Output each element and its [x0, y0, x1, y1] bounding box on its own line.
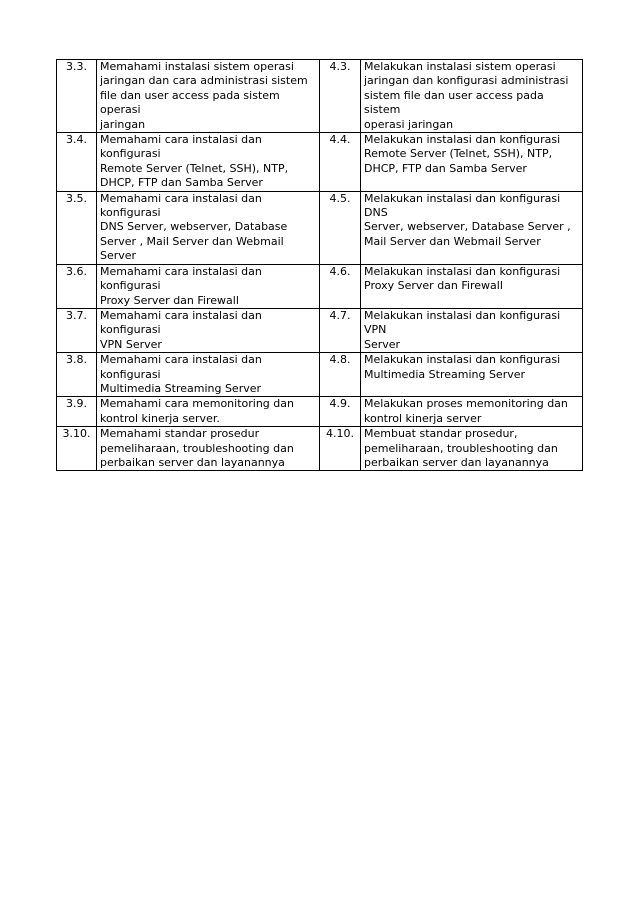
kd3-text-line: jaringan dan cara administrasi sistem — [100, 74, 308, 88]
kd3-text — [97, 353, 320, 397]
kd4-text-line: DHCP, FTP dan Samba Server — [364, 161, 527, 175]
kd3-text-line: VPN Server — [100, 337, 162, 351]
kd3-text-line: Memahami instalasi sistem operasi — [100, 60, 294, 73]
kd4-text-line: perbaikan server dan layanannya — [364, 455, 549, 469]
kd3-text-line: pemeliharaan, troubleshooting dan — [100, 441, 294, 455]
kd3-number: 3.5. — [57, 191, 97, 264]
kd4-text-line: Melakukan instalasi dan konfigurasi VPN — [364, 308, 561, 337]
kd4-number: 4.8. — [320, 353, 361, 397]
kd3-text — [97, 191, 320, 264]
kd3-text-line: Proxy Server dan Firewall — [100, 293, 239, 307]
kd3-text-line: Multimedia Streaming Server — [100, 381, 262, 395]
kd3-text-line: Memahami cara instalasi dan konfigurasi — [100, 353, 262, 381]
kd4-text — [361, 353, 583, 397]
kd3-text-line: Server , Mail Server dan Webmail Server — [100, 234, 284, 263]
kd4-text-line: Melakukan instalasi dan konfigurasi — [364, 133, 561, 147]
kd3-text-line: DNS Server, webserver, Database — [100, 220, 288, 234]
table-row — [57, 353, 583, 397]
kd4-number: 4.5. — [320, 191, 361, 264]
kd3-number: 3.8. — [57, 353, 97, 397]
kd4-text-line: Melakukan instalasi sistem operasi — [364, 60, 556, 73]
kd4-text-line: Multimedia Streaming Server — [364, 367, 526, 381]
table-row — [57, 264, 583, 308]
kd3-text-line: perbaikan server dan layanannya — [100, 455, 285, 469]
competency-table — [56, 59, 583, 471]
table-row — [57, 397, 583, 427]
kd4-text-line: Mail Server dan Webmail Server — [364, 234, 541, 248]
kd3-number: 3.3. — [57, 60, 97, 133]
kd3-text-line: Memahami standar prosedur — [100, 427, 260, 441]
kd4-text — [361, 308, 583, 352]
kd4-text-line: pemeliharaan, troubleshooting dan — [364, 441, 558, 455]
kd4-text-line: jaringan dan konfigurasi administrasi — [364, 74, 569, 88]
kd3-text-line: Memahami cara instalasi dan konfigurasi — [100, 264, 262, 293]
kd3-text — [97, 427, 320, 471]
kd4-text-line: sistem file dan user access pada sistem — [364, 88, 544, 117]
table-row — [57, 191, 583, 264]
kd4-text — [361, 264, 583, 308]
kd3-text-line: jaringan — [100, 117, 146, 131]
kd3-text — [97, 308, 320, 352]
kd4-text-line: Server, webserver, Database Server , — [364, 220, 571, 234]
kd3-text-line: file dan user access pada sistem operasi — [100, 88, 280, 117]
table-row — [57, 133, 583, 192]
kd4-text-line: Server — [364, 337, 401, 351]
kd4-text-line: operasi jaringan — [364, 117, 454, 131]
kd3-text-line: Memahami cara instalasi dan konfigurasi — [100, 191, 262, 220]
kd4-number: 4.3. — [320, 60, 361, 133]
kd4-number: 4.6. — [320, 264, 361, 308]
kd4-text — [361, 133, 583, 192]
kd3-text-line: Remote Server (Telnet, SSH), NTP, — [100, 161, 289, 175]
kd4-text-line: Melakukan instalasi dan konfigurasi DNS — [364, 191, 561, 220]
kd3-text-line: DHCP, FTP dan Samba Server — [100, 176, 263, 190]
kd4-number: 4.4. — [320, 133, 361, 192]
kd4-text-line: Melakukan instalasi dan konfigurasi — [364, 264, 561, 278]
kd3-number: 3.7. — [57, 308, 97, 352]
kd4-text — [361, 191, 583, 264]
kd3-text — [97, 397, 320, 427]
kd4-text — [361, 60, 583, 133]
kd4-text — [361, 427, 583, 471]
kd4-number: 4.10. — [320, 427, 361, 471]
kd4-number: 4.9. — [320, 397, 361, 427]
competency-table-body — [57, 60, 583, 471]
table-row — [57, 427, 583, 471]
kd4-number: 4.7. — [320, 308, 361, 352]
kd3-text — [97, 133, 320, 192]
kd3-number: 3.6. — [57, 264, 97, 308]
kd3-text — [97, 264, 320, 308]
kd4-text-line: Melakukan instalasi dan konfigurasi — [364, 353, 561, 367]
kd3-text-line: kontrol kinerja server. — [100, 411, 220, 425]
kd3-text-line: Memahami cara instalasi dan konfigurasi — [100, 308, 262, 337]
kd3-number: 3.4. — [57, 133, 97, 192]
kd3-number: 3.10. — [57, 427, 97, 471]
table-row — [57, 60, 583, 133]
kd4-text-line: Melakukan proses memonitoring dan — [364, 397, 568, 411]
kd3-text-line: Memahami cara memonitoring dan — [100, 397, 294, 411]
kd4-text-line: Proxy Server dan Firewall — [364, 279, 503, 293]
kd4-text — [361, 397, 583, 427]
kd3-text-line: Memahami cara instalasi dan konfigurasi — [100, 133, 262, 161]
kd3-text — [97, 60, 320, 133]
kd4-text-line: Membuat standar prosedur, — [364, 427, 518, 441]
table-row — [57, 308, 583, 352]
kd3-number: 3.9. — [57, 397, 97, 427]
kd4-text-line: kontrol kinerja server — [364, 411, 482, 425]
kd4-text-line: Remote Server (Telnet, SSH), NTP, — [364, 147, 553, 161]
